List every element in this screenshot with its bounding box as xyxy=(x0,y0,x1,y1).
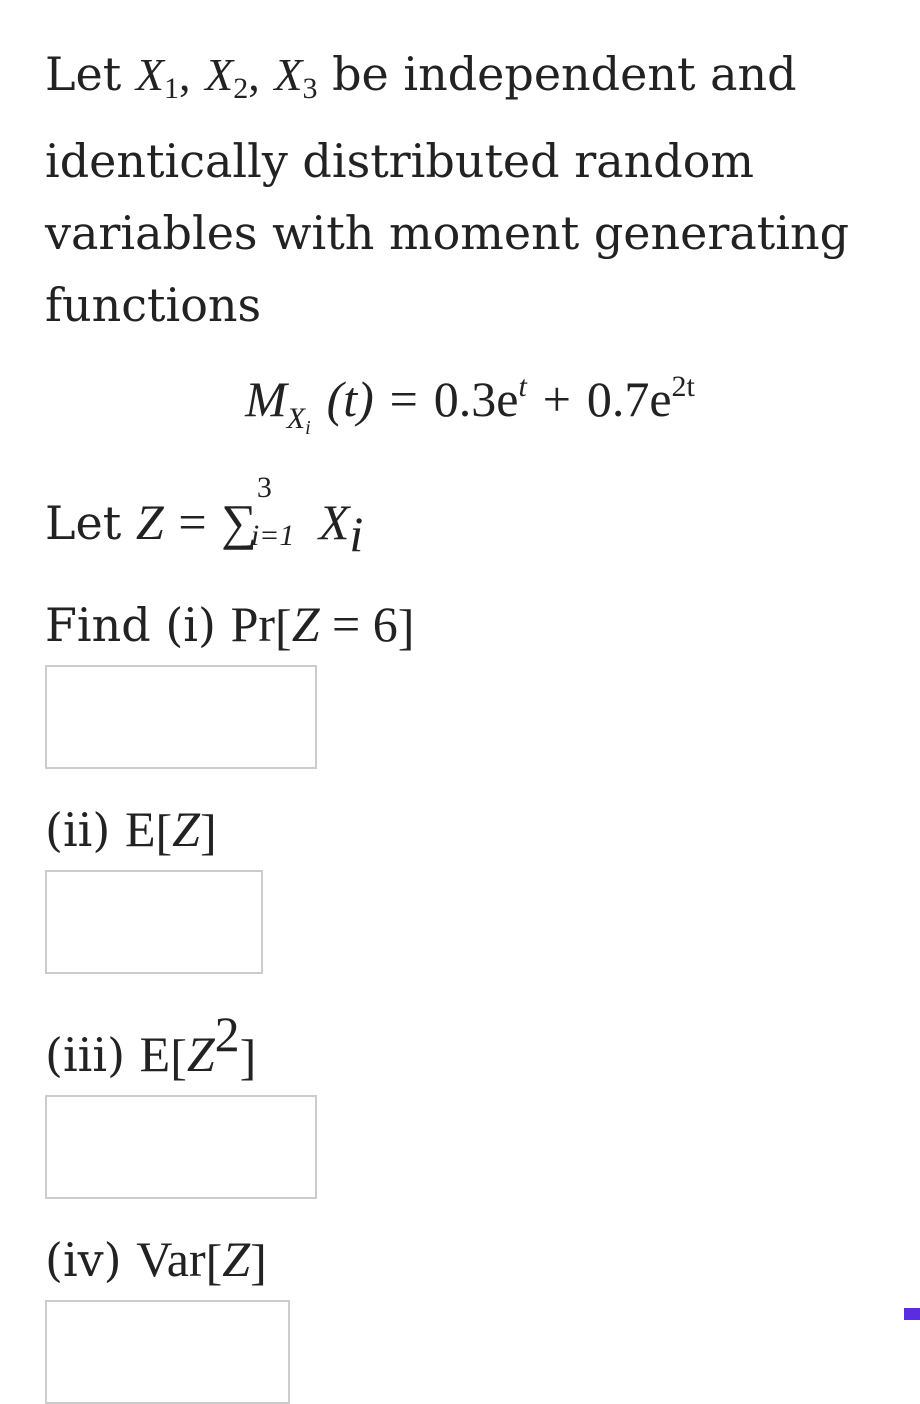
question-iii-operator: E xyxy=(139,1026,171,1082)
question-i-open-bracket: [ xyxy=(275,599,292,655)
term-2: 0.7e xyxy=(586,371,672,427)
x2-subscript: 2 xyxy=(233,72,249,105)
sum-upper-limit: 3 xyxy=(256,471,272,504)
question-iii-open-bracket: [ xyxy=(170,1029,187,1085)
sum-term-i: i xyxy=(349,506,364,562)
z-definition xyxy=(45,471,895,570)
answer-input-iv[interactable] xyxy=(45,1300,290,1404)
problem-text: be independent and identically distributed random variables with moment generating functions xyxy=(45,47,850,332)
comma-1: , xyxy=(179,49,191,100)
mgf-sub-x: X xyxy=(286,402,306,435)
question-ii-label: (ii) xyxy=(45,803,111,857)
equals-sign: = xyxy=(389,371,418,427)
z-symbol: Z xyxy=(135,494,164,550)
x2-symbol: X xyxy=(205,49,234,100)
comma-2: , xyxy=(248,49,260,100)
x1-symbol: X xyxy=(135,49,164,100)
question-ii-operator: E xyxy=(124,801,156,857)
let-word-2: Let xyxy=(45,496,122,550)
question-i-close-bracket: ] xyxy=(397,599,415,655)
question-iv-open-bracket: [ xyxy=(205,1234,223,1290)
summation-icon: ∑ xyxy=(221,494,257,550)
question-ii-close-bracket: ] xyxy=(199,804,217,860)
corner-indicator xyxy=(904,1308,920,1320)
question-content xyxy=(45,38,895,1404)
x1-subscript: 1 xyxy=(164,72,179,105)
question-i-variable: Z xyxy=(291,596,320,652)
question-ii-open-bracket: [ xyxy=(155,804,173,860)
question-i-label: Find (i) xyxy=(45,598,216,652)
question-iv-variable: Z xyxy=(222,1231,251,1287)
z-equals: = xyxy=(178,494,207,550)
question-iii-exponent: 2 xyxy=(214,1006,240,1062)
summation-limits xyxy=(250,471,319,557)
term-2-exponent: 2t xyxy=(671,370,695,403)
question-iii-close-bracket: ] xyxy=(239,1029,257,1085)
question-i-operator: Pr xyxy=(230,596,276,652)
x3-subscript: 3 xyxy=(302,72,318,105)
term-1-exponent: t xyxy=(518,370,527,403)
sum-term-x: X xyxy=(318,494,350,550)
question-iv xyxy=(45,1223,895,1298)
answer-input-iii[interactable] xyxy=(45,1095,317,1199)
answer-input-i[interactable] xyxy=(45,665,317,769)
problem-statement xyxy=(45,38,895,341)
let-word: Let xyxy=(45,47,122,101)
answer-input-ii[interactable] xyxy=(45,870,263,974)
question-iii-label: (iii) xyxy=(45,1028,126,1082)
mgf-formula xyxy=(45,349,895,466)
question-iv-operator: Var xyxy=(136,1231,206,1287)
question-ii xyxy=(45,793,895,868)
question-i xyxy=(45,588,895,663)
plus-sign: + xyxy=(542,371,571,427)
question-iv-label: (iv) xyxy=(45,1233,122,1287)
mgf-sub-i: i xyxy=(305,417,311,439)
question-iv-close-bracket: ] xyxy=(250,1234,267,1290)
variable-x1 xyxy=(135,49,179,105)
question-i-condition: = 6 xyxy=(319,596,398,652)
mgf-argument: (t) xyxy=(326,371,374,427)
question-iii xyxy=(45,998,895,1093)
variable-x3 xyxy=(274,49,318,105)
mgf-subscript xyxy=(286,402,311,439)
question-ii-variable: Z xyxy=(172,801,200,857)
question-iii-variable: Z xyxy=(186,1026,215,1082)
mgf-m: M xyxy=(245,371,287,427)
variable-x2 xyxy=(205,49,249,105)
sum-lower-limit: i=1 xyxy=(250,519,295,552)
x3-symbol: X xyxy=(274,49,303,100)
term-1: 0.3e xyxy=(433,371,519,427)
